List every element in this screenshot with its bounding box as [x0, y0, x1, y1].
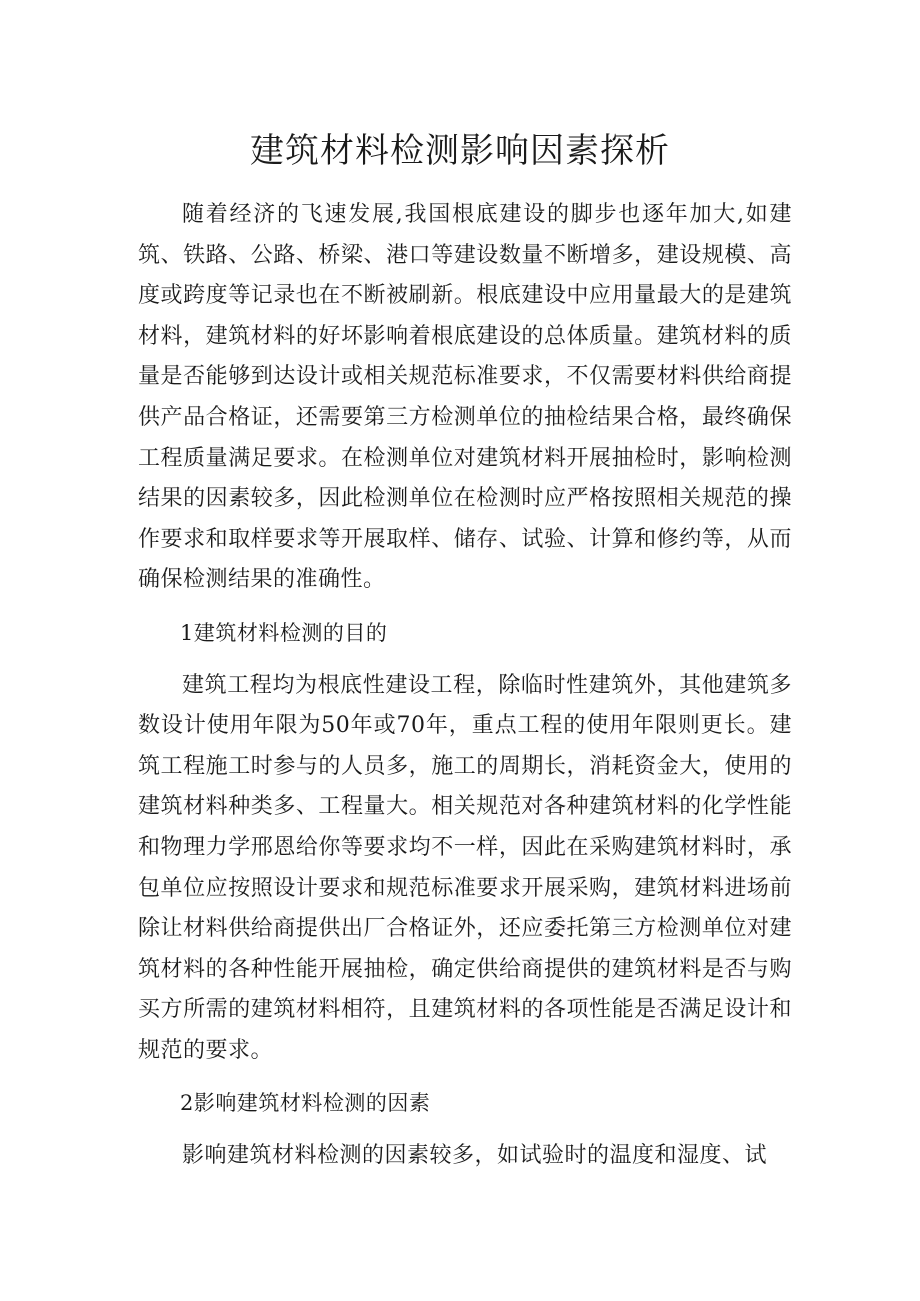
document-body — [138, 195, 792, 1177]
intro-paragraph: 随着经济的飞速发展,我国根底建设的脚步也逐年加大,如建筑、铁路、公路、桥梁、港口等建设数量不断增多，建设规模、高度或跨度等记录也在不断被刷新。根底建设中应用量最大的是建筑材料，建筑材料的好坏影响着根底建设的总体质量。建筑材料的质量是否能够到达设计或相关规范标准要求，不仅需要材料供给商提供产品合格证，还需要第三方检测单位的抽检结果合格，最终确保工程质量满足要求。在检测单位对建筑材料开展抽检时，影响检测结果的因素较多，因此检测单位在检测时应严格按照相关规范的操作要求和取样要求等开展取样、储存、试验、计算和修约等，从而确保检测结果的准确性。 — [138, 202, 792, 593]
document-title: 建筑材料检测影响因素探析 — [250, 131, 670, 171]
section-heading-2: 2影响建筑材料检测的因素 — [180, 1091, 431, 1116]
section-heading-1: 1建筑材料检测的目的 — [180, 620, 388, 645]
section-2-paragraph: 影响建筑材料检测的因素较多，如试验时的温度和湿度、试 — [182, 1143, 768, 1169]
section-1-paragraph: 建筑工程均为根底性建设工程，除临时性建筑外，其他建筑多数设计使用年限为50年或70年，重点工程的使用年限则更长。建筑工程施工时参与的人员多，施工的周期长，消耗资金大，使用的建筑材料种类多、工程量大。相关规范对各种建筑材料的化学性能和物理力学邢恩给你等要求均不一样，因此在采购建筑材料时，承包单位应按照设计要求和规范标准要求开展采购，建筑材料进场前除让材料供给商提供出厂合格证外，还应委托第三方检测单位对建筑材料的各种性能开展抽检，确定供给商提供的建筑材料是否与购买方所需的建筑材料相符，且建筑材料的各项性能是否满足设计和规范的要求。 — [138, 672, 792, 1063]
